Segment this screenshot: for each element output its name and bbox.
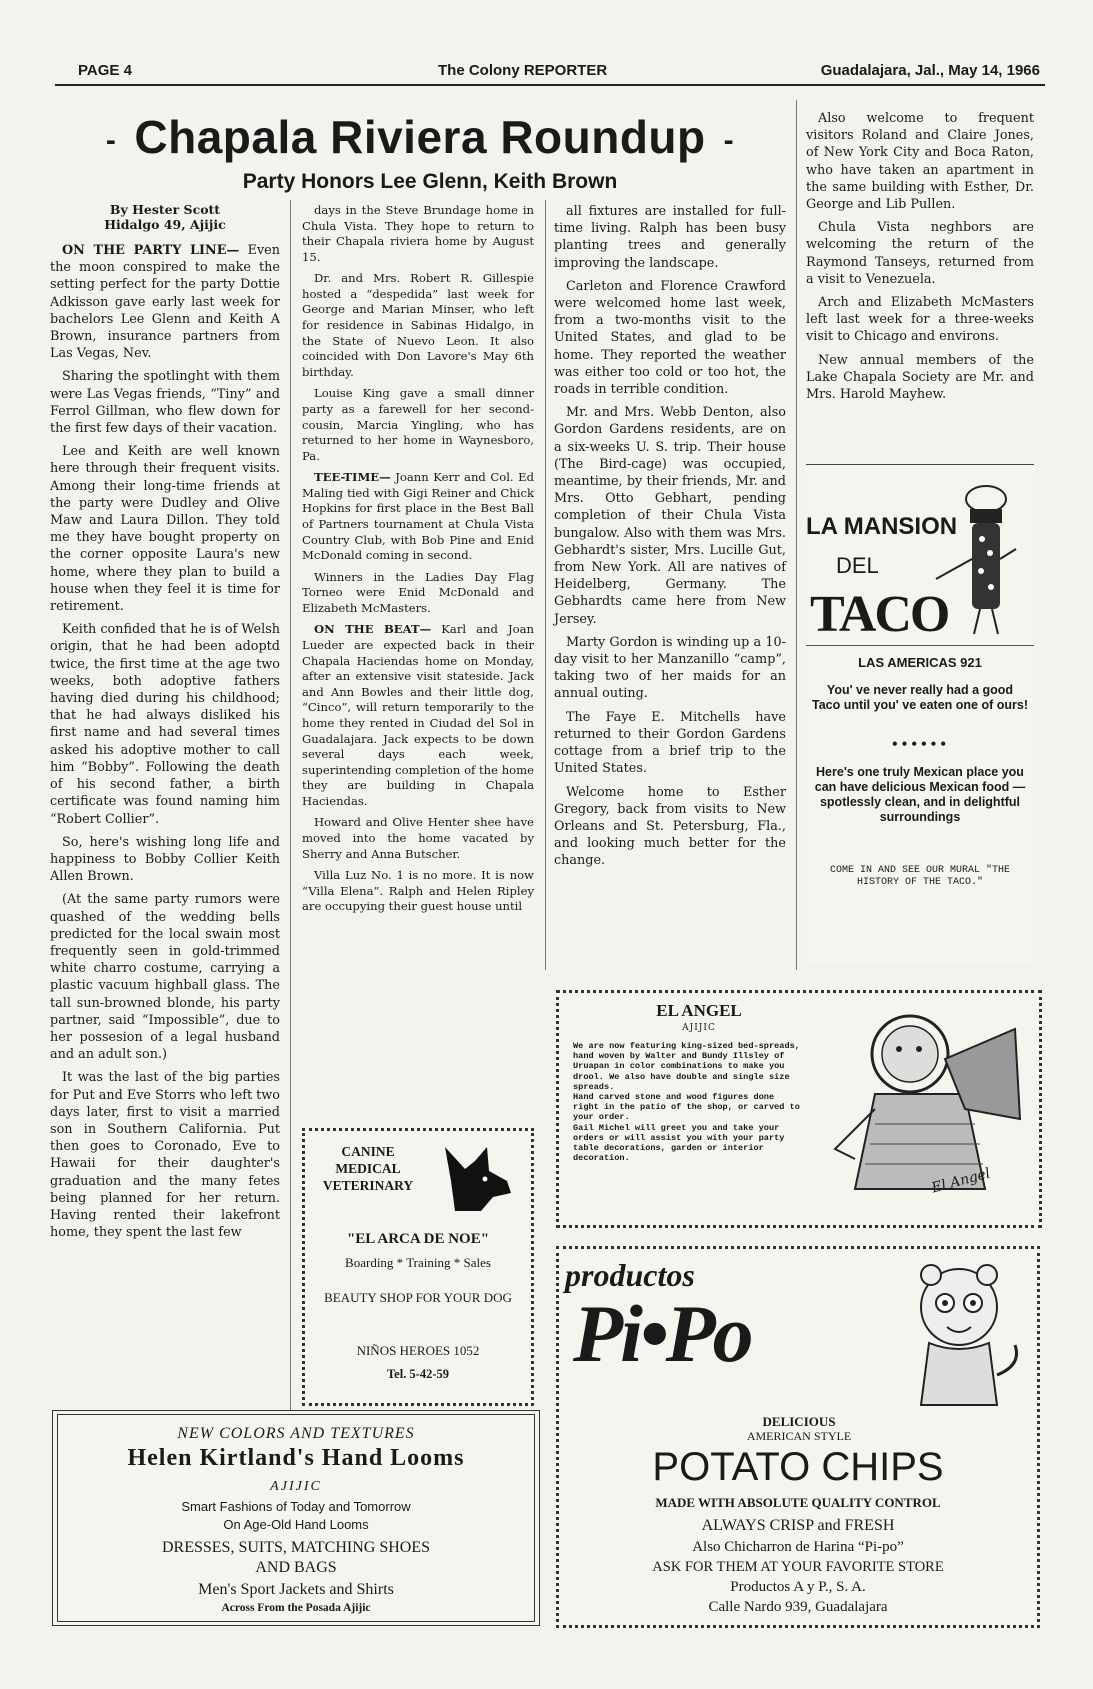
kirtland-l2: On Age-Old Hand Looms xyxy=(223,1517,369,1532)
article-paragraph xyxy=(50,891,280,1063)
column-divider xyxy=(545,200,546,970)
pipo-product: POTATO CHIPS xyxy=(652,1445,944,1489)
paragraph-text: Lee and Keith are well known here through their frequent visits. Among their long-time friends at the party were Dudley and Olive Maw and Laura Dillon. They told me they have bought property on the corner opposite Laura's new home, where they plan to build a house when they feel it is time for retirement. xyxy=(50,444,280,615)
paragraph-text: Arch and Elizabeth McMasters left last week for a three-weeks visit to Chicago and environs. xyxy=(806,295,1034,345)
pipo-delicious: DELICIOUS AMERICAN STYLE xyxy=(746,1414,852,1443)
canine-veterinary-ad xyxy=(302,1128,534,1406)
article-paragraph xyxy=(806,110,1034,213)
paragraph-text: Welcome home to Esther Gregory, back from visits to New Orleans and St. Petersburg, Fla., and looking much better for the change. xyxy=(554,784,786,869)
angel-town: AJIJIC xyxy=(682,1023,716,1033)
article-paragraph xyxy=(302,386,534,464)
article-paragraph xyxy=(554,203,786,272)
taco-ad xyxy=(806,464,1034,965)
paragraph-text: days in the Steve Brundage home in Chula Vista. They hope to return to their Chapala riviera home by August 15. xyxy=(302,203,534,264)
angel-illustration-icon xyxy=(815,999,1029,1217)
taco-dots: •••••• xyxy=(890,737,950,751)
taco-line1: LA MANSION xyxy=(806,513,958,540)
article-paragraph xyxy=(50,834,280,886)
article-paragraph xyxy=(554,709,786,778)
angel-body: We are now featuring king-sized bed-spreads, hand woven by Walter and Bundy Illsley of Uruapan in color combinations to make you drool. We also have double and single size spreads. Hand carved stone and wood figures done right in the patio of the shop, or carved to your order. Gail Michel will greet you and take your orders or will assist you with your party table decorations, garden or interior decoration. xyxy=(573,1041,800,1164)
paragraph-text: Louise King gave a small dinner party as a farewell for her second-cousin, Marcia Yingling, who has returned to her home in Waynesboro, Pa. xyxy=(302,386,534,463)
canine-beauty-shop: BEAUTY SHOP FOR YOUR DOG xyxy=(324,1290,512,1305)
pipo-address: Calle Nardo 939, Guadalajara xyxy=(708,1599,888,1615)
dog-head-icon xyxy=(441,1141,513,1215)
newspaper-name: The Colony REPORTER xyxy=(438,62,608,79)
article-paragraph xyxy=(302,470,534,563)
paragraph-text: The Faye E. Mitchells have returned to their Gordon Gardens cottage from a brief trip to the United States. xyxy=(554,709,786,777)
article-paragraph xyxy=(302,815,534,862)
pipo-potato-chips-ad xyxy=(556,1246,1040,1628)
article-paragraph xyxy=(50,443,280,615)
article-paragraph xyxy=(302,203,534,265)
paragraph-text: Keith confided that he is of Welsh origin, that he had been adoptd twice, the first time at the age two weeks, both adoptive fathers having died during his childhood; that he had always disliked his first name and had several times asked his adoptive mother to call him “Bobby”. Following the death of his second father, a birth certificate was found naming him “Robert Collier”. xyxy=(50,622,280,827)
article-paragraph xyxy=(806,352,1034,404)
pipo-quality: MADE WITH ABSOLUTE QUALITY CONTROL xyxy=(655,1495,941,1510)
article-paragraph xyxy=(554,404,786,628)
column-divider xyxy=(796,100,797,970)
paragraph-text: Chula Vista neghbors are welcoming the return of the Raymond Tanseys, returned from a visit to Venezuela. xyxy=(806,220,1034,287)
subheadline: Party Honors Lee Glenn, Keith Brown xyxy=(242,170,618,193)
article-paragraph xyxy=(554,278,786,398)
article-paragraph xyxy=(554,784,786,870)
taco-address: LAS AMERICAS 921 xyxy=(858,655,982,670)
paragraph-text: Howard and Olive Henter shee have moved into the home vacated by Sherry and Anna Butscher. xyxy=(302,815,534,861)
article-paragraph xyxy=(302,622,534,809)
paragraph-text: Mr. and Mrs. Webb Denton, also Gordon Gardens residents, are on a six-weeks U. S. trip. Their house (The Bird-cage) was occupied, meantime, by their friends, Mr. and Mrs. Otto Gebhart, pending completion of their Chula Vista bungalow. Also with them was Mrs. Gebhardt's sister, Mrs. Lucille Gut, from New York. All are natives of Heidelberg, Germany. The Gebhardts came here from New Jersey. xyxy=(554,405,786,627)
kirtland-l4: AND BAGS xyxy=(255,1559,337,1576)
dateline: Guadalajara, Jal., May 14, 1966 xyxy=(820,62,1040,79)
taco-body: Here's one truly Mexican place you can have delicious Mexican food — spotlessly clean, and in delightful surroundings xyxy=(814,765,1026,824)
paragraph-text: (At the same party rumors were quashed of the wedding bells predicted for the local swain most frequently seen in gold-trimmed white charro costume, carrying a plastic vacuum highball glass. The tall sun-browned blonde, his party partner, said “Impossible”, due to her possesion of a legal husband and an adult son.) xyxy=(50,892,280,1063)
pipo-crisp: ALWAYS CRISP and FRESH xyxy=(701,1517,895,1534)
taco-logo: TACO xyxy=(810,586,949,643)
paragraph-text: Marty Gordon is winding up a 10-day visit to her Manzanillo “camp”, taking two of her maids for an annual outing. xyxy=(554,634,786,702)
article-paragraph xyxy=(50,621,280,827)
paragraph-lead: TEE-TIME— xyxy=(314,470,391,485)
angel-signature: El Angel xyxy=(929,1165,993,1197)
paragraph-text: Even the moon conspired to make the setting perfect for the party Dottie Adkisson gave early last week for bachelors Lee Glenn and Keith A Brown, insurance partners from Las Vegas, Nev. xyxy=(50,243,280,362)
article-column-3 xyxy=(554,203,786,876)
pipo-also: Also Chicharron de Harina “Pi-po” xyxy=(692,1539,904,1555)
paragraph-text: Sharing the spotlinght with them were Las Vegas friends, “Tiny” and Ferrol Gillman, who flew down for the first few days of their vacation. xyxy=(50,369,280,437)
kirtland-line1: NEW COLORS AND TEXTURES xyxy=(177,1425,415,1442)
paragraph-text: Villa Luz No. 1 is no more. It is now “Villa Elena”. Ralph and Helen Ripley are occupying their guest house until xyxy=(302,868,534,914)
canine-phone: Tel. 5-42-59 xyxy=(386,1367,450,1381)
paragraph-text: New annual members of the Lake Chapala Society are Mr. and Mrs. Harold Mayhew. xyxy=(806,352,1034,403)
canine-title: CANINE MEDICAL VETERINARY xyxy=(322,1144,414,1193)
paragraph-text: Dr. and Mrs. Robert R. Gillespie hosted a “despedida” last week for George and Marian Minser, who left for residence in Sabinas Hidalgo, in the State of Nuevo Leon. It also coincided with Don Lavore's May 6th birthday. xyxy=(302,271,534,379)
kirtland-l6: Across From the Posada Ajijic xyxy=(221,1602,371,1614)
paragraph-text: Joann Kerr and Col. Ed Maling tied with Gigi Reiner and Chick Hopkins for first place in the Best Ball of Partners tournament at Chula Vista Country Club, with Bob Pine and Enid McDonald coming in second. xyxy=(302,470,534,563)
paragraph-text: So, here's wishing long life and happiness to Bobby Collier Keith Allen Brown. xyxy=(50,834,280,885)
paragraph-text: It was the last of the big parties for Put and Eve Storrs who left two days later, first to visit a married son in Southern California. Put then goes to Coronado, Eve to Hawaii for their daughter's graduation and the many fetes being planned for her return. Having rented their lakefront home, they spent the last few xyxy=(50,1070,280,1241)
article-paragraph xyxy=(50,242,280,362)
paragraph-lead: ON THE BEAT— xyxy=(314,622,432,637)
pipo-brand: Pi•Po xyxy=(573,1288,751,1379)
pipo-ask: ASK FOR THEM AT YOUR FAVORITE STORE xyxy=(652,1559,944,1575)
header-rule xyxy=(55,84,1045,86)
article-column-4 xyxy=(806,110,1034,409)
kirtland-l3: DRESSES, SUITS, MATCHING SHOES xyxy=(161,1539,431,1556)
kirtland-hand-looms-ad xyxy=(52,1410,540,1626)
paragraph-text: Winners in the Ladies Day Flag Torneo were Enid McDonald and Elizabeth McMasters. xyxy=(302,569,534,615)
el-angel-ad xyxy=(556,990,1042,1228)
kirtland-town: AJIJIC xyxy=(270,1479,322,1494)
article-paragraph xyxy=(302,271,534,380)
pipo-company: Productos A y P., S. A. xyxy=(730,1579,866,1595)
article-column-1 xyxy=(50,202,280,1247)
kirtland-l1: Smart Fashions of Today and Tomorrow xyxy=(181,1499,411,1514)
column-divider xyxy=(290,200,291,1610)
paragraph-text: all fixtures are installed for full-time living. Ralph has been busy planting trees and generally improving the landscape. xyxy=(554,204,786,271)
article-column-2 xyxy=(302,203,534,921)
kirtland-name: Helen Kirtland's Hand Looms xyxy=(127,1445,465,1471)
taco-mascot-icon xyxy=(926,479,1026,639)
article-paragraph xyxy=(302,570,534,617)
article-paragraph xyxy=(50,1069,280,1241)
taco-footer: COME IN AND SEE OUR MURAL "THE HISTORY OF THE TACO." xyxy=(829,865,1011,888)
headline: - Chapala Riviera Roundup - xyxy=(105,111,735,163)
paragraph-text: Also welcome to frequent visitors Roland and Claire Jones, of New York City and Boca Raton, who have taken an apartment in the same building with Esther, Dr. George and Lib Pullen. xyxy=(806,111,1034,213)
canine-services: Boarding * Training * Sales xyxy=(345,1255,491,1270)
article-paragraph xyxy=(50,368,280,437)
tiger-mascot-icon xyxy=(897,1255,1027,1415)
article-paragraph xyxy=(302,868,534,915)
canine-name: "EL ARCA DE NOE" xyxy=(346,1231,490,1247)
kirtland-l5: Men's Sport Jackets and Shirts xyxy=(198,1581,394,1598)
paragraph-lead: ON THE PARTY LINE— xyxy=(62,243,240,258)
taco-line2: DEL xyxy=(836,553,879,578)
headline-text: Chapala Riviera Roundup xyxy=(134,111,706,163)
page-number: PAGE 4 xyxy=(78,62,132,79)
pipo-productos: productos xyxy=(565,1257,695,1293)
article-paragraph xyxy=(554,634,786,703)
article-paragraph xyxy=(806,219,1034,288)
angel-title: EL ANGEL xyxy=(656,1001,742,1020)
taco-tagline: You' ve never really had a good Taco until you' ve eaten one of ours! xyxy=(812,683,1028,712)
article-paragraph xyxy=(806,294,1034,346)
byline: By Hester Scott Hidalgo 49, Ajijic xyxy=(104,202,226,232)
paragraph-text: Carleton and Florence Crawford were welcomed home last week, from a two-months visit to the United States, and glad to be home. They reported the weather was either too cold or too hot, the roads in terrible condition. xyxy=(554,278,786,398)
page-header xyxy=(48,60,1050,84)
canine-address: NIÑOS HEROES 1052 xyxy=(356,1343,480,1358)
paragraph-text: Karl and Joan Lueder are expected back in their Chapala Haciendas home on Monday, after an extensive visit stateside. Jack and Ann Bowles and their little dog, “Cinco”, will return temporarily to the home they rented in Ciudad del Sol in Guadalajara. Jack expects to be down several days each week, superintending completion of the home they are building in Chapala Haciendas. xyxy=(302,622,535,808)
